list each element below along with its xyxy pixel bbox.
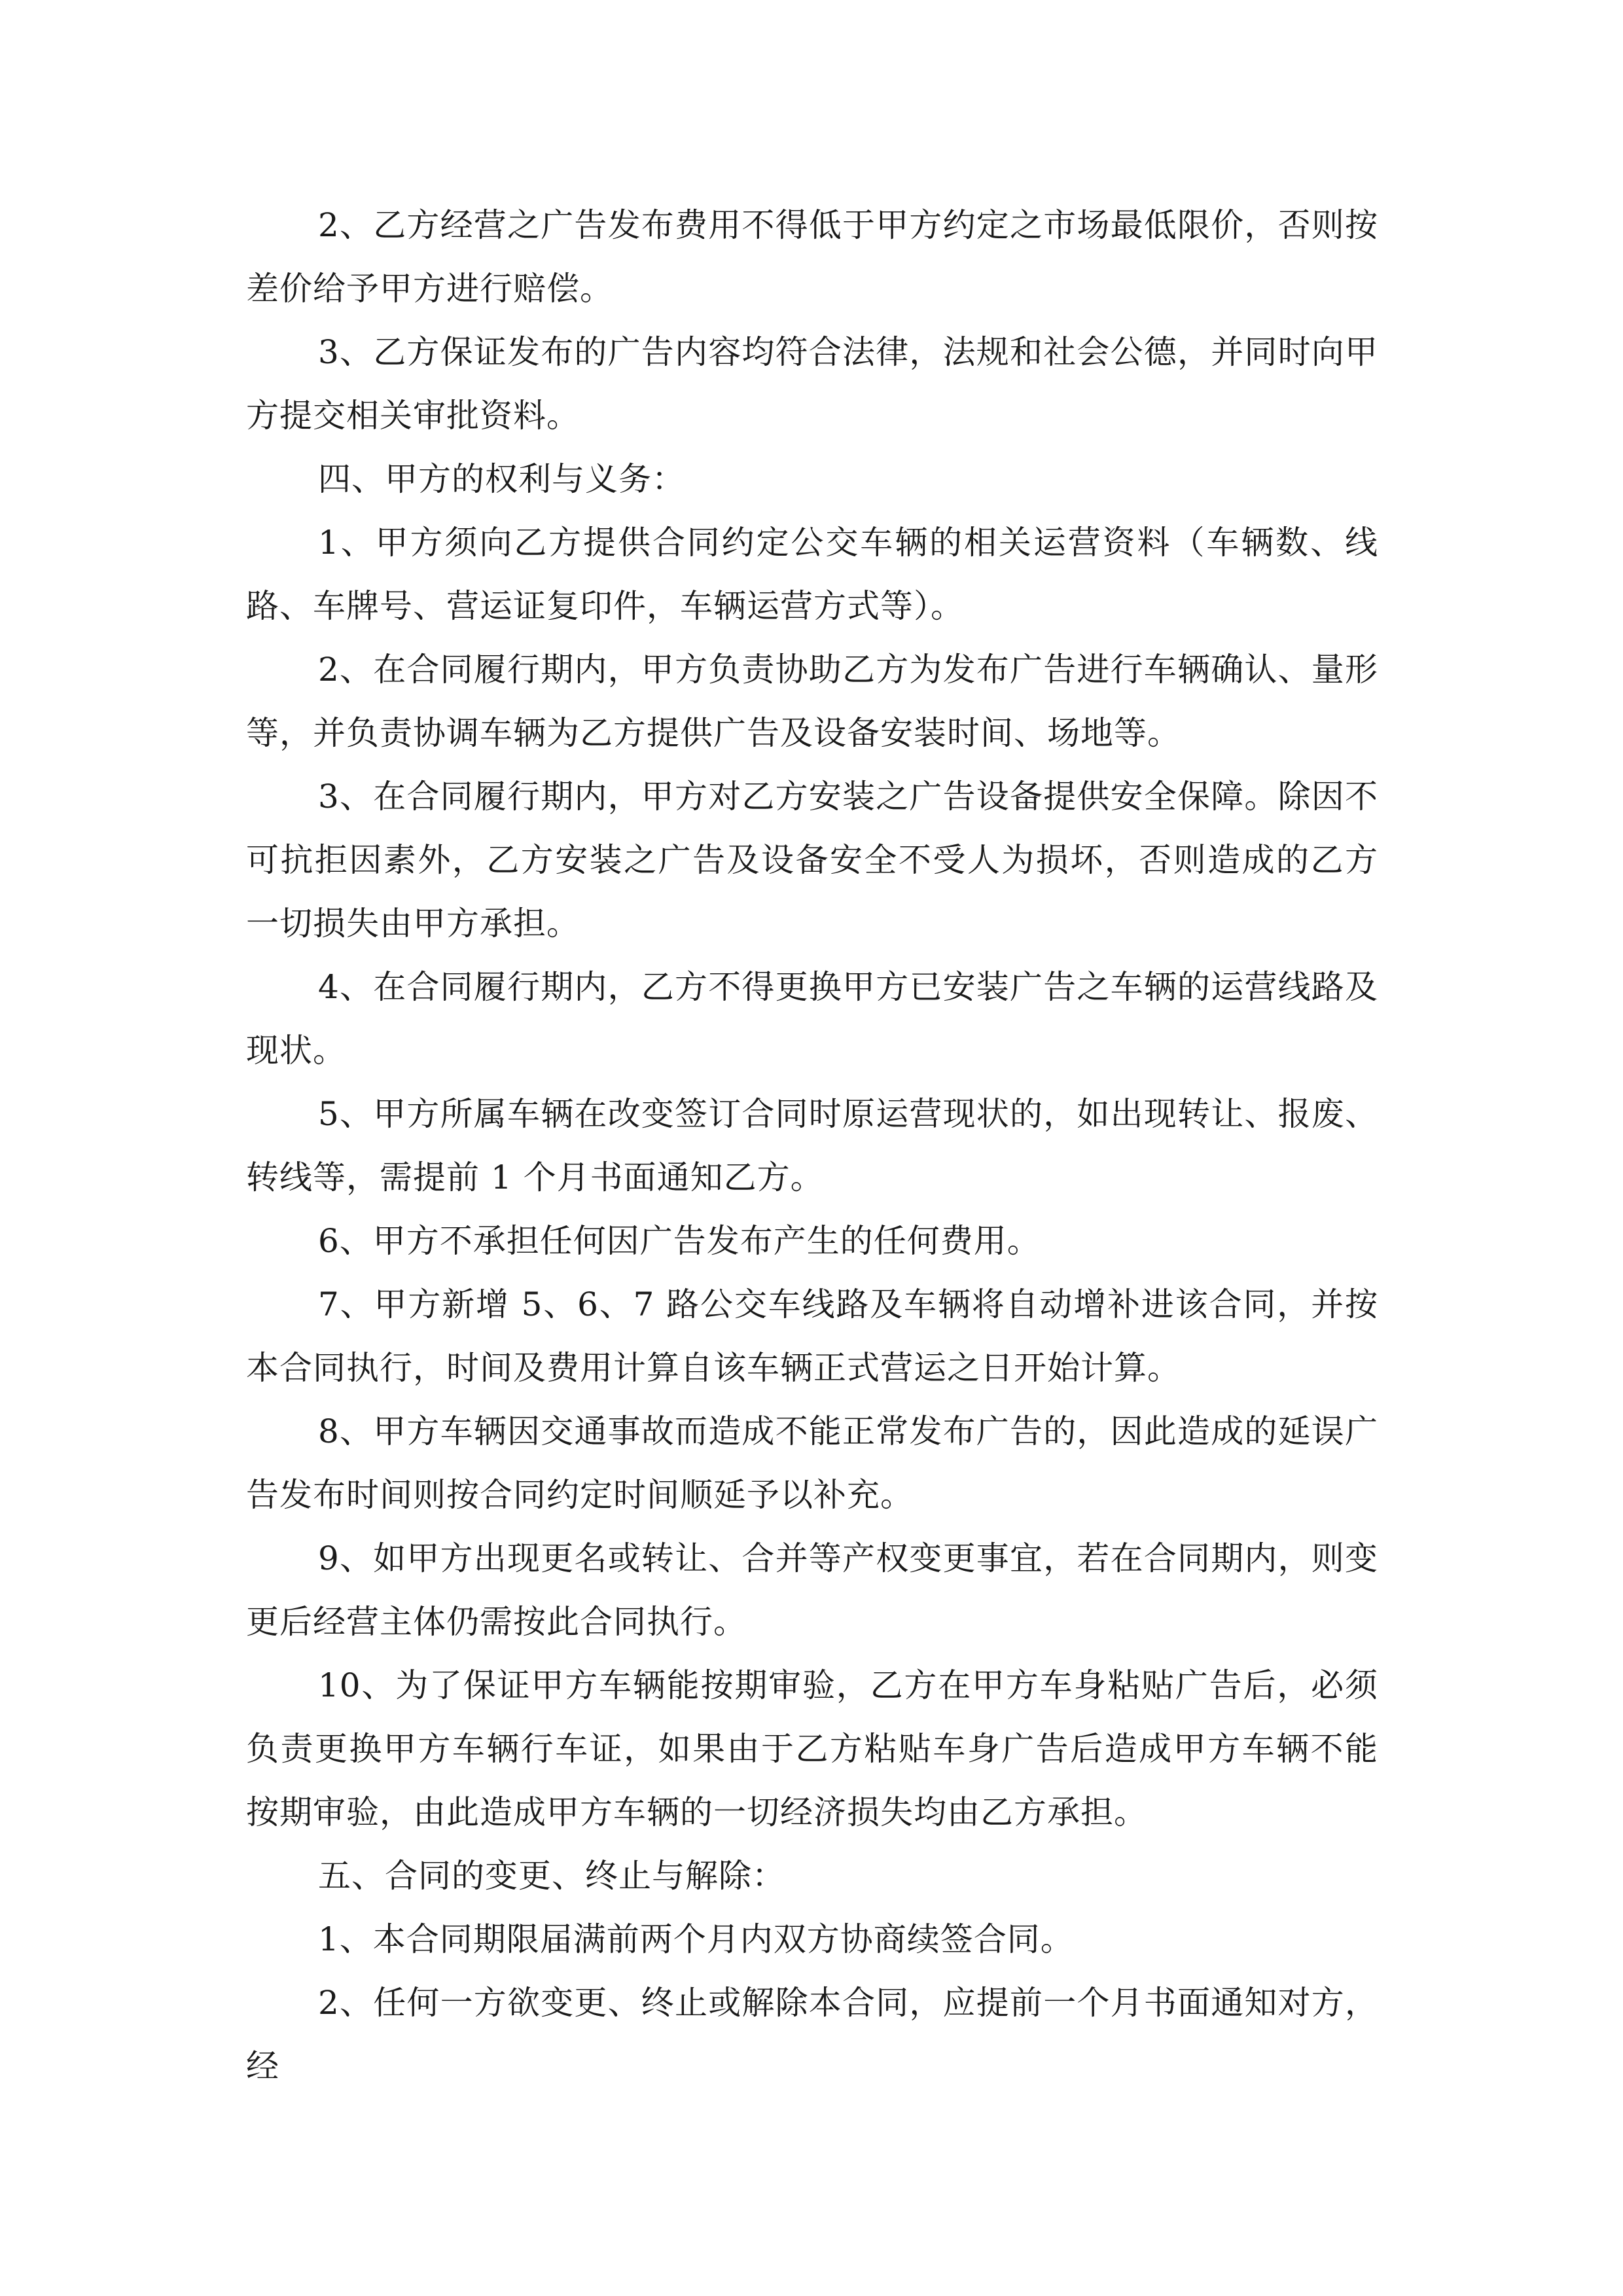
- clause-3-3: 3、乙方保证发布的广告内容均符合法律，法规和社会公德，并同时向甲方提交相关审批资料。: [246, 333, 1378, 435]
- clause-5-2: 2、任何一方欲变更、终止或解除本合同，应提前一个月书面通知对方，经: [246, 1984, 1378, 2085]
- clause-3-2: 2、乙方经营之广告发布费用不得低于甲方约定之市场最低限价，否则按差价给予甲方进行赔偿。: [246, 206, 1378, 308]
- clause-4-9: 9、如甲方出现更名或转让、合并等产权变更事宜，若在合同期内，则变更后经营主体仍需按此合同执行。: [246, 1539, 1378, 1641]
- clause-4-2: 2、在合同履行期内，甲方负责协助乙方为发布广告进行车辆确认、量形等，并负责协调车辆为乙方提供广告及设备安装时间、场地等。: [246, 651, 1378, 752]
- clause-4-3: 3、在合同履行期内，甲方对乙方安装之广告设备提供安全保障。除因不可抗拒因素外，乙方安装之广告及设备安全不受人为损坏，否则造成的乙方一切损失由甲方承担。: [246, 778, 1378, 942]
- clause-4-10: 10、为了保证甲方车辆能按期审验，乙方在甲方车身粘贴广告后，必须负责更换甲方车辆行车证，如果由于乙方粘贴车身广告后造成甲方车辆不能按期审验，由此造成甲方车辆的一切经济损失均由乙方承担。: [246, 1666, 1378, 1831]
- clause-4-1: 1、甲方须向乙方提供合同约定公交车辆的相关运营资料（车辆数、线路、车牌号、营运证复印件，车辆运营方式等）。: [246, 524, 1378, 625]
- contract-body: [246, 194, 1378, 2098]
- clause-4-7: 7、甲方新增 5、6、7 路公交车线路及车辆将自动增补进该合同，并按本合同执行，时间及费用计算自该车辆正式营运之日开始计算。: [246, 1285, 1378, 1387]
- clause-4-6: 6、甲方不承担任何因广告发布产生的任何费用。: [318, 1222, 1041, 1260]
- clause-4-4: 4、在合同履行期内，乙方不得更换甲方已安装广告之车辆的运营线路及现状。: [246, 968, 1378, 1069]
- section-heading-4: 四、甲方的权利与义务：: [318, 460, 685, 498]
- clause-5-1: 1、本合同期限届满前两个月内双方协商续签合同。: [318, 1920, 1074, 1958]
- section-heading-5: 五、合同的变更、终止与解除：: [318, 1857, 785, 1895]
- clause-4-8: 8、甲方车辆因交通事故而造成不能正常发布广告的，因此造成的延误广告发布时间则按合同约定时间顺延予以补充。: [246, 1412, 1378, 1514]
- clause-4-5: 5、甲方所属车辆在改变签订合同时原运营现状的，如出现转让、报废、转线等，需提前 1 个月书面通知乙方。: [246, 1095, 1378, 1196]
